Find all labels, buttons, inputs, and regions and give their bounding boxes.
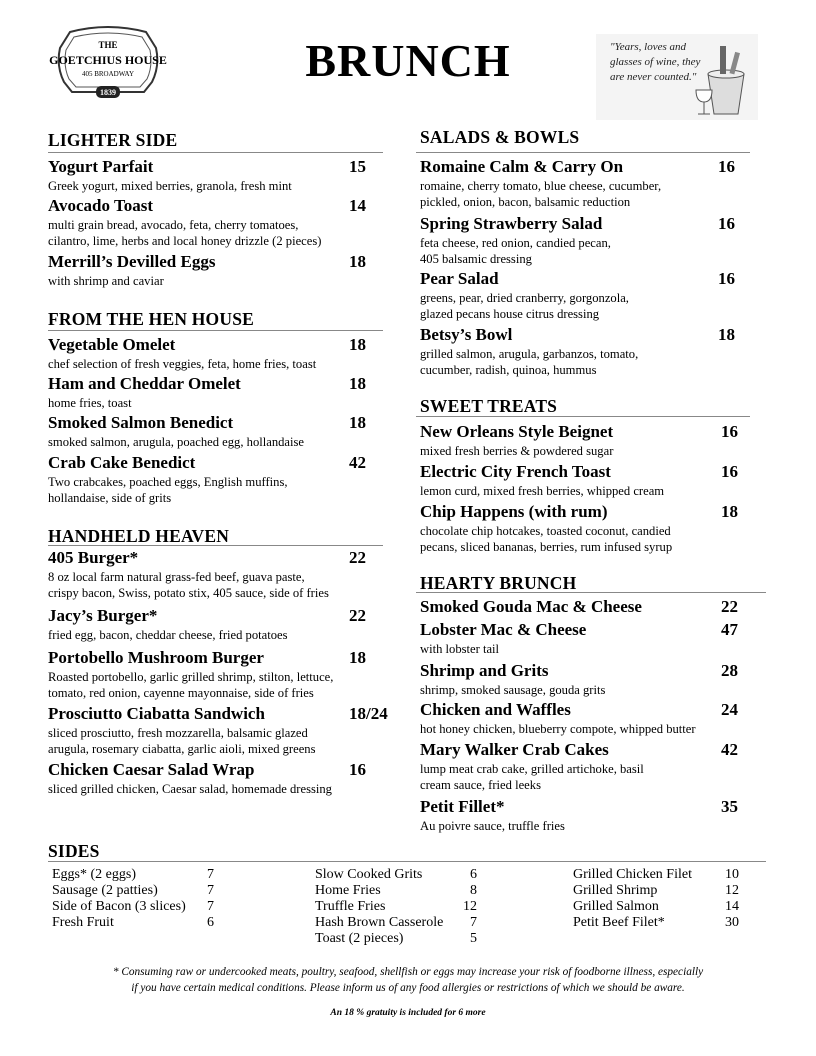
side-item-name: Grilled Shrimp: [573, 883, 658, 898]
menu-item-description: lemon curd, mixed fresh berries, whipped cream: [420, 484, 665, 498]
menu-item-name: Ham and Cheddar Omelet: [48, 374, 241, 393]
menu-item-name: 405 Burger*: [48, 548, 139, 567]
menu-item-price: 42: [349, 453, 366, 472]
menu-item-name: New Orleans Style Beignet: [420, 422, 614, 441]
menu-item-price: 16: [718, 157, 735, 176]
menu-item-price: 16: [721, 422, 738, 441]
menu-item-description: feta cheese, red onion, candied pecan,: [420, 236, 611, 250]
menu-item-description: cucumber, radish, quinoa, hummus: [420, 363, 597, 377]
menu-item-price: 15: [349, 157, 366, 176]
menu-item-price: 14: [349, 196, 366, 215]
side-item-price: 30: [725, 915, 739, 930]
menu-item-name: Yogurt Parfait: [48, 157, 154, 176]
side-item-price: 5: [470, 931, 477, 946]
menu-item-name: Spring Strawberry Salad: [420, 214, 603, 233]
menu-item-description: sliced grilled chicken, Caesar salad, homemade dressing: [48, 782, 332, 796]
menu-item-price: 18: [718, 325, 735, 344]
menu-item-name: Chicken Caesar Salad Wrap: [48, 760, 255, 779]
menu-item-description: arugula, rosemary ciabatta, garlic aioli, mixed greens: [48, 742, 316, 756]
side-item-name: Sausage (2 patties): [52, 883, 158, 898]
quote-card: [596, 34, 758, 120]
menu-item-price: 18: [349, 648, 366, 667]
side-item-price: 7: [207, 899, 214, 914]
menu-item-price: 47: [721, 620, 738, 639]
side-item-name: Petit Beef Filet*: [573, 915, 665, 930]
menu-item-name: Shrimp and Grits: [420, 661, 549, 680]
menu-item-name: Smoked Gouda Mac & Cheese: [420, 597, 642, 616]
menu-item-price: 18: [349, 335, 366, 354]
menu-item-description: chef selection of fresh veggies, feta, home fries, toast: [48, 357, 317, 371]
section-title-handheld: HANDHELD HEAVEN: [48, 526, 230, 546]
side-item-price: 6: [207, 915, 214, 930]
side-item-name: Hash Brown Casserole: [315, 915, 444, 930]
section-title-sweet: SWEET TREATS: [420, 396, 558, 416]
menu-item-description: Roasted portobello, garlic grilled shrimp, stilton, lettuce,: [48, 670, 334, 684]
section-divider: [48, 152, 383, 153]
menu-item-description: grilled salmon, arugula, garbanzos, tomato,: [420, 347, 639, 361]
menu-item-description: shrimp, smoked sausage, gouda grits: [420, 683, 606, 697]
menu-item-name: Chip Happens (with rum): [420, 502, 608, 521]
menu-item-description: cilantro, lime, herbs and local honey drizzle (2 pieces): [48, 234, 322, 248]
menu-item-description: tomato, red onion, cayenne mayonnaise, side of fries: [48, 686, 314, 700]
menu-item-price: 16: [721, 462, 738, 481]
menu-item-name: Lobster Mac & Cheese: [420, 620, 587, 639]
section-divider: [48, 545, 383, 546]
logo-line2: GOETCHIUS HOUSE: [49, 53, 167, 67]
menu-item-price: 16: [718, 269, 735, 288]
side-item-price: 7: [207, 883, 214, 898]
menu-item-description: with shrimp and caviar: [48, 274, 164, 288]
section-divider: [416, 592, 766, 593]
allergy-notice-line2: if you have certain medical conditions. Please inform us of any food allergies or restrictions of which we should be aware.: [131, 982, 685, 994]
menu-item-price: 18: [349, 374, 366, 393]
menu-item-description: multi grain bread, avocado, feta, cherry tomatoes,: [48, 218, 299, 232]
side-item-price: 12: [725, 883, 739, 898]
side-item-name: Fresh Fruit: [52, 915, 114, 930]
side-item-name: Home Fries: [315, 883, 381, 898]
menu-item-name: Portobello Mushroom Burger: [48, 648, 264, 667]
menu-item-name: Romaine Calm & Carry On: [420, 157, 624, 176]
menu-item-price: 22: [349, 606, 366, 625]
menu-item-description: 8 oz local farm natural grass-fed beef, guava paste,: [48, 570, 305, 584]
section-title-hen: FROM THE HEN HOUSE: [48, 309, 255, 329]
quote-text: "Years, loves and glasses of wine, they are never counted.": [610, 41, 701, 83]
logo-year: 1839: [100, 88, 116, 97]
menu-item-description: pickled, onion, bacon, balsamic reduction: [420, 195, 631, 209]
side-item-name: Grilled Chicken Filet: [573, 867, 692, 882]
menu-item-description: crispy bacon, Swiss, potato stix, 405 sauce, side of fries: [48, 586, 329, 600]
menu-item-price: 24: [721, 700, 738, 719]
menu-item-name: Mary Walker Crab Cakes: [420, 740, 609, 759]
menu-item-description: glazed pecans house citrus dressing: [420, 307, 600, 321]
menu-item-price: 22: [349, 548, 366, 567]
menu-item-description: Au poivre sauce, truffle fries: [420, 819, 565, 833]
menu-item-name: Vegetable Omelet: [48, 335, 176, 354]
logo-line3: 405 BROADWAY: [81, 70, 135, 78]
menu-item-price: 16: [349, 760, 366, 779]
section-divider: [416, 416, 750, 417]
side-item-price: 7: [470, 915, 477, 930]
menu-item-description: cream sauce, fried leeks: [420, 778, 541, 792]
section-title-lighter: LIGHTER SIDE: [48, 130, 178, 150]
side-item-name: Toast (2 pieces): [315, 931, 404, 946]
section-divider: [48, 330, 383, 331]
side-item-name: Slow Cooked Grits: [315, 867, 423, 882]
menu-item-name: Crab Cake Benedict: [48, 453, 196, 472]
side-item-price: 10: [725, 867, 739, 882]
menu-item-description: 405 balsamic dressing: [420, 252, 532, 266]
menu-item-price: 35: [721, 797, 738, 816]
menu-item-description: greens, pear, dried cranberry, gorgonzola,: [420, 291, 629, 305]
section-title-sides: SIDES: [48, 841, 100, 861]
menu-item-description: mixed fresh berries & powdered sugar: [420, 444, 614, 458]
side-item-price: 14: [725, 899, 739, 914]
side-item-name: Grilled Salmon: [573, 899, 659, 914]
menu-item-description: lump meat crab cake, grilled artichoke, basil: [420, 762, 644, 776]
menu-item-price: 22: [721, 597, 738, 616]
section-title-hearty: HEARTY BRUNCH: [420, 573, 577, 593]
side-item-price: 12: [463, 899, 477, 914]
side-item-price: 8: [470, 883, 477, 898]
menu-item-name: Betsy’s Bowl: [420, 325, 513, 344]
menu-item-price: 18/24: [349, 704, 388, 723]
section-divider: [48, 861, 766, 862]
menu-item-price: 42: [721, 740, 738, 759]
menu-item-description: romaine, cherry tomato, blue cheese, cucumber,: [420, 179, 662, 193]
menu-item-description: Greek yogurt, mixed berries, granola, fresh mint: [48, 179, 292, 193]
menu-item-name: Chicken and Waffles: [420, 700, 571, 719]
menu-item-name: Pear Salad: [420, 269, 499, 288]
menu-item-description: hot honey chicken, blueberry compote, whipped butter: [420, 722, 696, 736]
menu-item-price: 18: [721, 502, 738, 521]
menu-item-price: 18: [349, 413, 366, 432]
menu-item-description: chocolate chip hotcakes, toasted coconut, candied: [420, 524, 671, 538]
side-item-price: 7: [207, 867, 214, 882]
menu-item-price: 18: [349, 252, 366, 271]
menu-item-description: smoked salmon, arugula, poached egg, hollandaise: [48, 435, 305, 449]
menu-item-name: Jacy’s Burger*: [48, 606, 158, 625]
menu-item-price: 16: [718, 214, 735, 233]
section-title-salads: SALADS & BOWLS: [420, 127, 580, 147]
page-title: BRUNCH: [305, 35, 511, 86]
menu-item-description: fried egg, bacon, cheddar cheese, fried potatoes: [48, 628, 288, 642]
menu-item-description: sliced prosciutto, fresh mozzarella, balsamic glazed: [48, 726, 308, 740]
section-divider: [416, 152, 750, 153]
side-item-name: Eggs* (2 eggs): [52, 867, 136, 882]
allergy-notice-line1: * Consuming raw or undercooked meats, poultry, seafood, shellfish or eggs may increase your risk of foodborne illness, especially: [112, 966, 704, 978]
gratuity-notice: An 18 % gratuity is included for 6 more: [330, 1008, 486, 1018]
menu-item-name: Prosciutto Ciabatta Sandwich: [48, 704, 265, 723]
menu-item-description: Two crabcakes, poached eggs, English muffins,: [48, 475, 288, 489]
menu-item-name: Electric City French Toast: [420, 462, 611, 481]
menu-item-name: Petit Fillet*: [420, 797, 505, 816]
menu-item-name: Avocado Toast: [48, 196, 154, 215]
side-item-name: Side of Bacon (3 slices): [52, 899, 186, 914]
menu-item-description: pecans, sliced bananas, berries, rum infused syrup: [420, 540, 673, 554]
menu-item-name: Merrill’s Devilled Eggs: [48, 252, 216, 271]
menu-item-description: hollandaise, side of grits: [48, 491, 172, 505]
menu-item-name: Smoked Salmon Benedict: [48, 413, 234, 432]
menu-item-description: with lobster tail: [420, 642, 500, 656]
menu-item-price: 28: [721, 661, 738, 680]
menu-item-description: home fries, toast: [48, 396, 132, 410]
logo-line1: THE: [98, 40, 118, 50]
side-item-name: Truffle Fries: [315, 899, 386, 914]
side-item-price: 6: [470, 867, 477, 882]
